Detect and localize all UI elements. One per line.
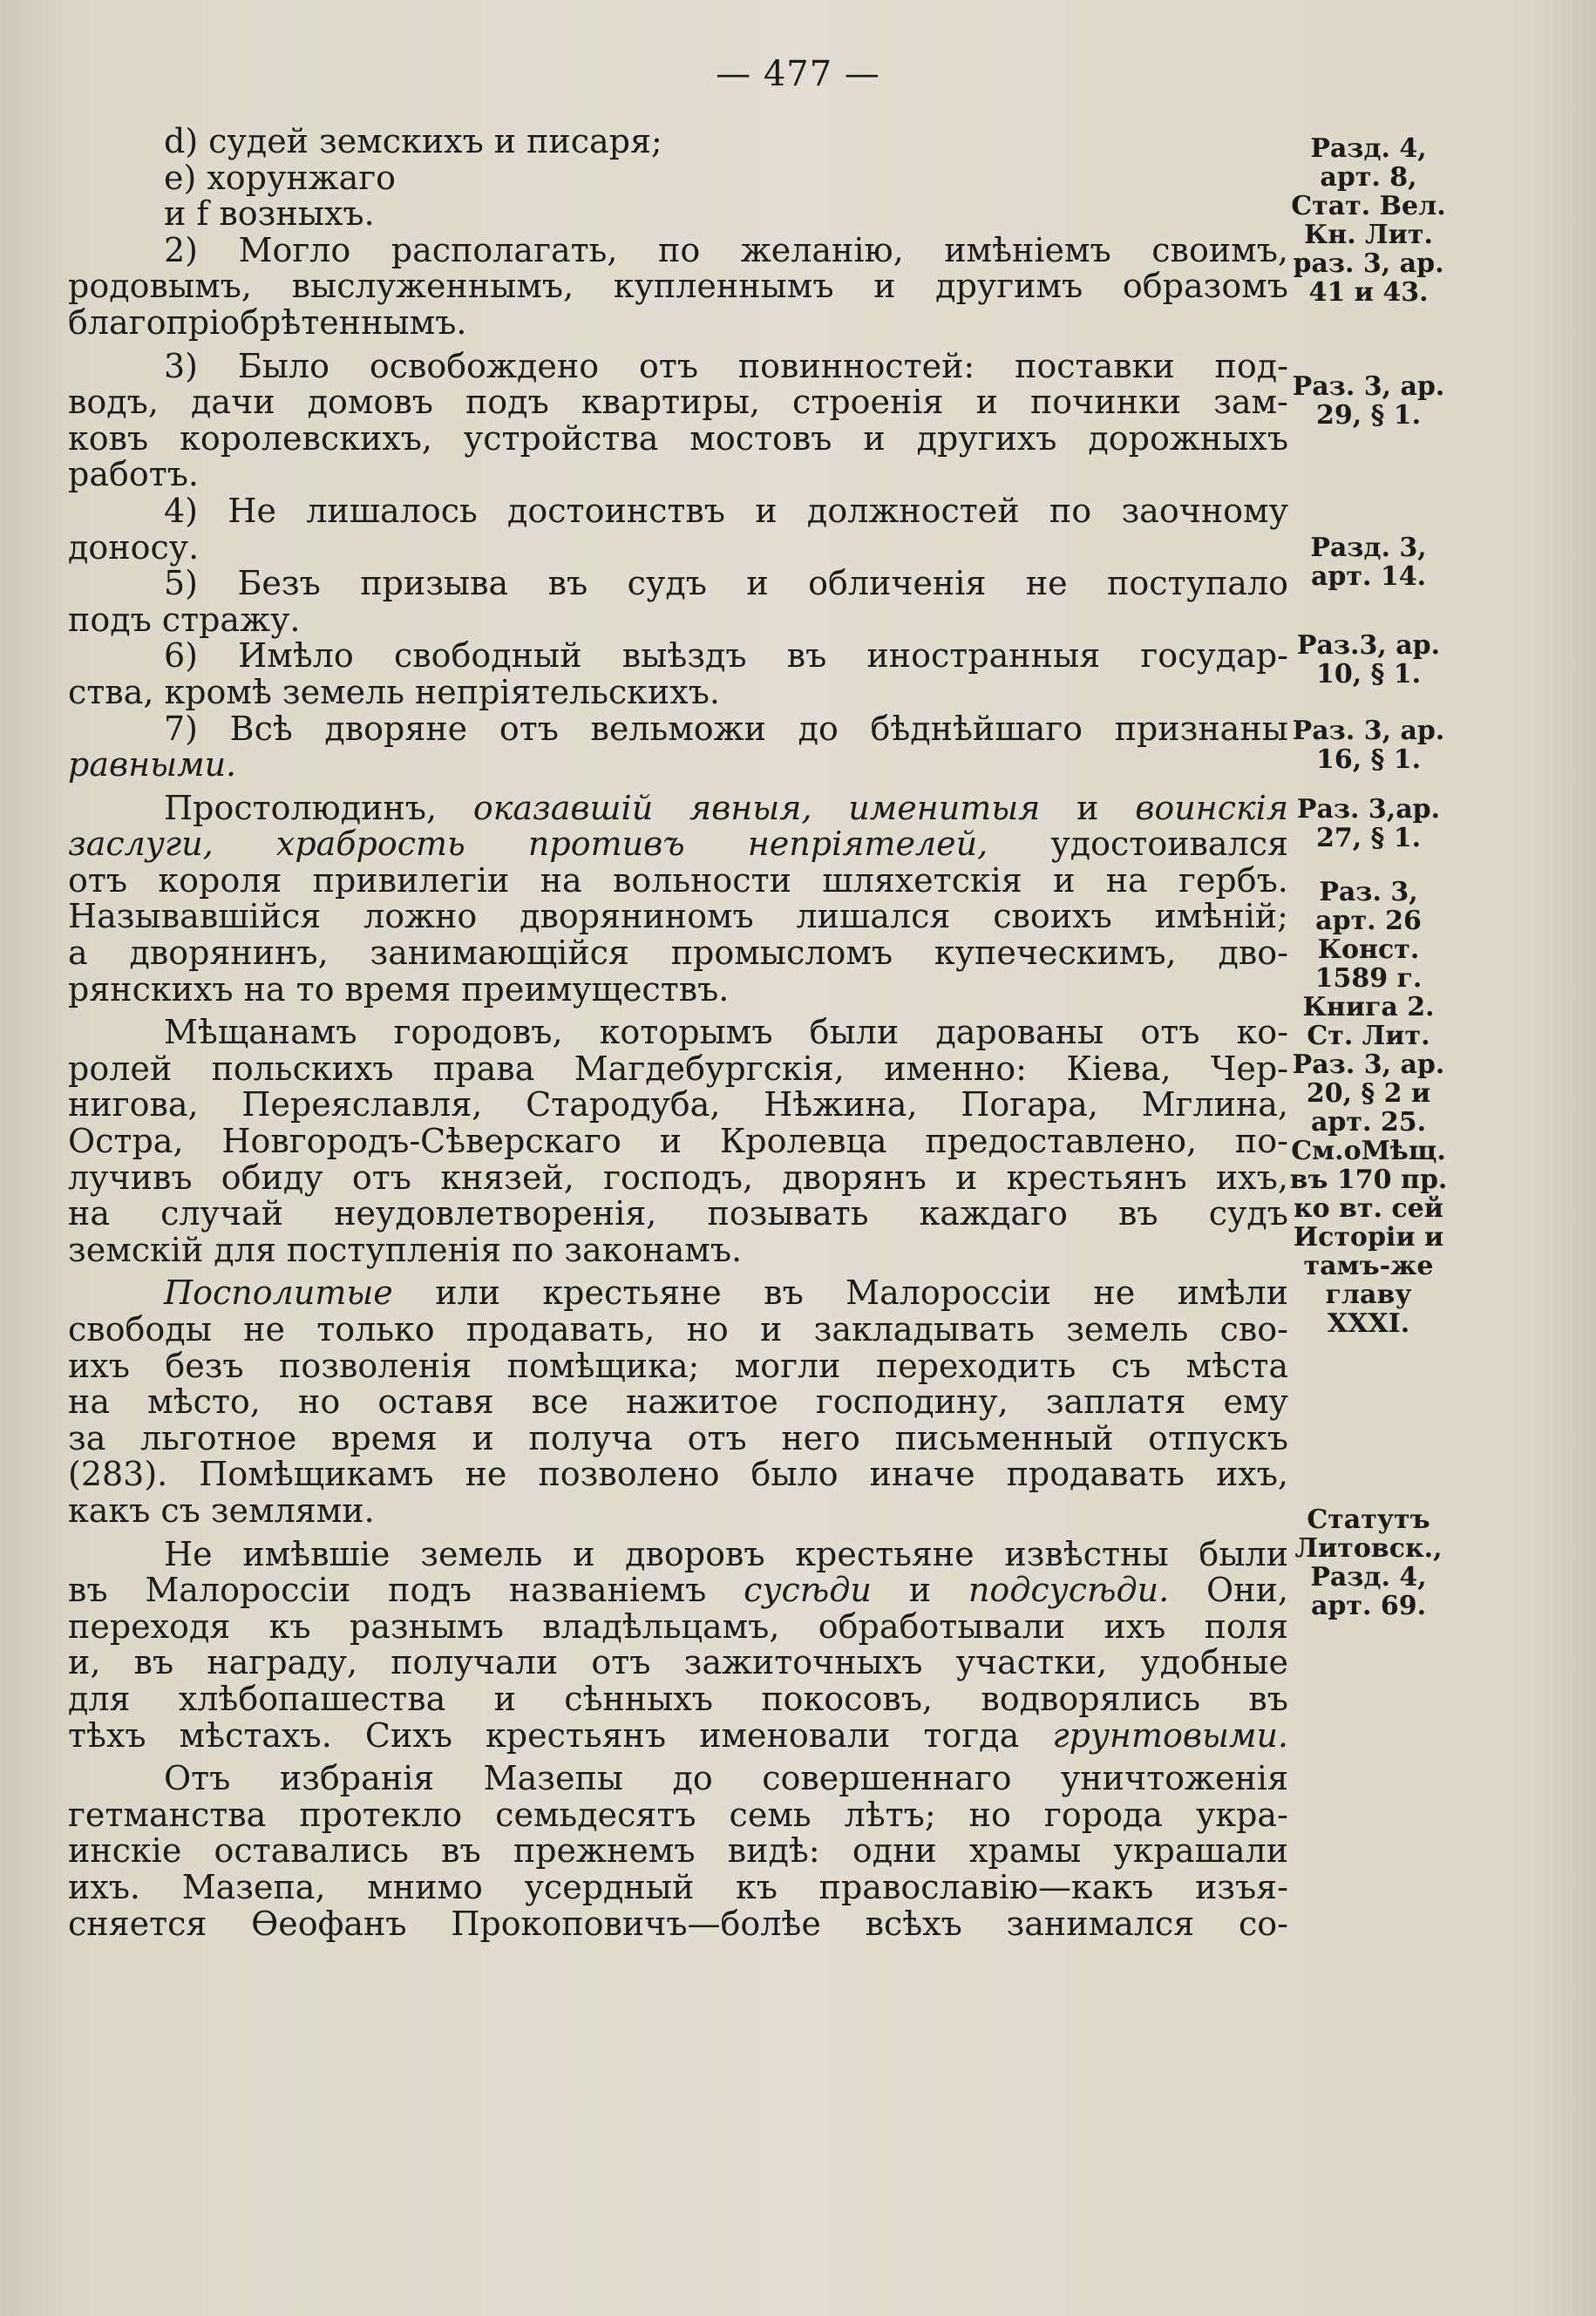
margin-note-line: Разд. 4, xyxy=(1310,133,1427,164)
text-line: доносу. xyxy=(68,527,200,567)
margin-note xyxy=(1281,1505,1456,1620)
text-line: равными. xyxy=(68,745,237,784)
text-line: и f возныхъ. xyxy=(164,194,375,234)
text-line: на мѣсто, но оставя все нажитое господину, заплатя ему xyxy=(68,1382,1288,1422)
text-line: ства, кромѣ земель непріятельскихъ. xyxy=(68,672,720,711)
text-line: въ Малороссіи подъ названіемъ сусѣди и подсусѣди. Они, xyxy=(68,1571,1288,1610)
margin-note-line: Разд. 3, xyxy=(1310,533,1427,563)
text-line: заслуги, храбрость противъ непріятелей, удостоивался xyxy=(68,825,1288,864)
text-line: ихъ безъ позволенія помѣщика; могли переходить съ мѣста xyxy=(68,1346,1288,1385)
margin-note xyxy=(1281,533,1456,591)
margin-note xyxy=(1281,134,1456,307)
margin-note-line: главу xyxy=(1325,1280,1412,1310)
margin-note-line: Раз. 3, xyxy=(1319,877,1418,907)
margin-note-line: арт. 26 xyxy=(1315,906,1422,936)
margin-note-line: 16, § 1. xyxy=(1315,744,1422,775)
text-line: за льготное время и получа отъ него письменный отпускъ xyxy=(68,1418,1288,1457)
margin-note-line: 27, § 1. xyxy=(1315,823,1422,853)
margin-note-line: 1589 г. xyxy=(1314,963,1423,994)
margin-note-line: Исторіи и xyxy=(1293,1222,1444,1253)
text-line: Мѣщанамъ городовъ, которымъ были дарованы отъ ко- xyxy=(164,1013,1288,1052)
margin-note-line: Литовск., xyxy=(1294,1533,1443,1564)
margin-note-line: Раз. 3, ар. xyxy=(1292,716,1445,746)
body-text xyxy=(68,124,1288,1942)
margin-note xyxy=(1281,372,1456,430)
margin-note-line: Кн. Лит. xyxy=(1304,220,1433,250)
text-line: тѣхъ мѣстахъ. Сихъ крестьянъ именовали тогда грунтовыми. xyxy=(68,1715,1288,1755)
margin-note-line: арт. 25. xyxy=(1310,1107,1427,1138)
text-line: какъ съ землями. xyxy=(68,1491,375,1530)
margin-note-line: Книга 2. xyxy=(1302,992,1435,1022)
text-line: отъ короля привилегіи на вольности шляхетскія и на гербъ. xyxy=(68,860,1288,900)
text-line: ковъ королевскихъ, устройства мостовъ и другихъ дорожныхъ xyxy=(68,418,1288,458)
margin-note-line: ко вт. сей xyxy=(1293,1193,1444,1224)
text-line: гетманства протекло семьдесятъ семь лѣтъ; но города укра- xyxy=(68,1795,1288,1834)
margin-note-line: Стат. Вел. xyxy=(1291,191,1446,221)
margin-note-line: См.оМѣщ. xyxy=(1291,1136,1446,1166)
text-line: Отъ избранія Мазепы до совершеннаго уничтоженія xyxy=(164,1759,1288,1798)
text-line: 2) Могло располагать, по желанію, имѣніемъ своимъ, xyxy=(164,230,1288,269)
text-line: 3) Было освобождено отъ повинностей: поставки под- xyxy=(164,346,1288,385)
text-line: работъ. xyxy=(68,455,200,494)
margin-note-line: Раз. 3, ар. xyxy=(1292,1049,1445,1080)
text-line: переходя къ разнымъ владѣльцамъ, обработывали ихъ поля xyxy=(68,1606,1288,1646)
page-number: — 477 — xyxy=(716,54,880,94)
text-line: 5) Безъ призыва въ судъ и обличенія не поступало xyxy=(164,564,1288,603)
text-line: рянскихъ на то время преимуществъ. xyxy=(68,969,730,1009)
margin-note xyxy=(1281,631,1456,689)
margin-note-line: Раз.3, ар. xyxy=(1296,630,1441,661)
margin-note-line: Ст. Лит. xyxy=(1307,1021,1430,1051)
text-line: d) судей земскихъ и писаря; xyxy=(164,122,662,160)
text-line: благопріобрѣтеннымъ. xyxy=(68,302,467,342)
margin-note-line: 41 и 43. xyxy=(1308,277,1429,308)
text-line: Называвшійся ложно дворяниномъ лишался своихъ имѣній; xyxy=(68,897,1288,936)
text-line: 7) Всѣ дворяне отъ вельможи до бѣднѣйшаго признаны xyxy=(164,709,1288,748)
text-line: на случай неудовлетворенія, позывать каждаго въ судъ xyxy=(68,1194,1288,1233)
text-line: свободы не только продавать, но и закладывать земель сво- xyxy=(68,1310,1288,1348)
text-line: 4) Не лишалось достоинствъ и должностей по заочному xyxy=(164,491,1288,530)
text-line: а дворянинъ, занимающійся промысломъ купеческимъ, дво- xyxy=(68,934,1288,973)
text-line: водъ, дачи домовъ подъ квартиры, строенія и починки зам- xyxy=(68,383,1288,422)
text-line: лучивъ обиду отъ князей, господъ, дворянъ и крестьянъ ихъ, xyxy=(68,1158,1288,1197)
text-line: (283). Помѣщикамъ не позволено было иначе продавать ихъ, xyxy=(68,1455,1288,1494)
margin-note xyxy=(1281,795,1456,852)
text-line: е) хорунжаго xyxy=(164,158,397,197)
text-line: ихъ. Мазепа, мнимо усердный къ православію—какъ изъя- xyxy=(68,1867,1288,1906)
text-line: 6) Имѣло свободный выѣздъ въ иностранныя государ- xyxy=(164,636,1288,676)
text-line: Посполитые или крестьяне въ Малороссіи не имѣли xyxy=(164,1273,1288,1313)
margin-note-line: арт. 69. xyxy=(1310,1591,1427,1621)
margin-note-line: Статутъ xyxy=(1307,1504,1430,1535)
text-line: сняется Ѳеофанъ Прокоповичъ—болѣе всѣхъ занимался со- xyxy=(68,1904,1288,1943)
text-line: подъ стражу. xyxy=(68,600,301,639)
margin-note-line: 10, § 1. xyxy=(1315,659,1422,689)
margin-note-line: 29, § 1. xyxy=(1315,400,1422,431)
margin-note-line: Раз. 3,ар. xyxy=(1296,794,1441,825)
text-line: родовымъ, выслуженнымъ, купленнымъ и другимъ образомъ xyxy=(68,267,1288,306)
text-line: земскій для поступленія по законамъ. xyxy=(68,1230,743,1269)
margin-note-line: XXXI. xyxy=(1327,1308,1410,1339)
margin-note-line: 20, § 2 и xyxy=(1306,1078,1431,1109)
margin-note-line: Раз. 3, ар. xyxy=(1292,371,1445,402)
text-line: нигова, Переяславля, Стародуба, Нѣжина, Погара, Мглина, xyxy=(68,1085,1288,1124)
margin-note-line: Конст. xyxy=(1317,934,1420,965)
text-line: Простолюдинъ, оказавшій явныя, именитыя и воинскія xyxy=(164,788,1288,827)
margin-note-line: раз. 3, ар. xyxy=(1293,248,1444,279)
margin-note-line: Разд. 4, xyxy=(1310,1562,1427,1593)
margin-note-line: въ 170 пр. xyxy=(1289,1165,1448,1195)
margin-note xyxy=(1281,717,1456,774)
text-line: ролей польскихъ права Магдебургскія, именно: Кіева, Чер- xyxy=(68,1049,1288,1088)
margin-note-line: арт. 8, xyxy=(1320,162,1417,193)
margin-note xyxy=(1281,878,1456,1338)
text-line: для хлѣбопашества и сѣнныхъ покосовъ, водворялись въ xyxy=(68,1679,1288,1718)
text-line: Не имѣвшіе земель и дворовъ крестьяне извѣстны были xyxy=(164,1534,1288,1573)
margin-note-line: тамъ-же xyxy=(1303,1251,1434,1281)
text-line: инскіе оставались въ прежнемъ видѣ: одни храмы украшали xyxy=(68,1831,1288,1871)
text-line: и, въ награду, получали отъ зажиточныхъ участки, удобные xyxy=(68,1643,1288,1682)
margin-note-line: арт. 14. xyxy=(1310,561,1427,592)
text-line: Остра, Новгородъ-Сѣверскаго и Кролевца предоставлено, по- xyxy=(68,1122,1288,1161)
